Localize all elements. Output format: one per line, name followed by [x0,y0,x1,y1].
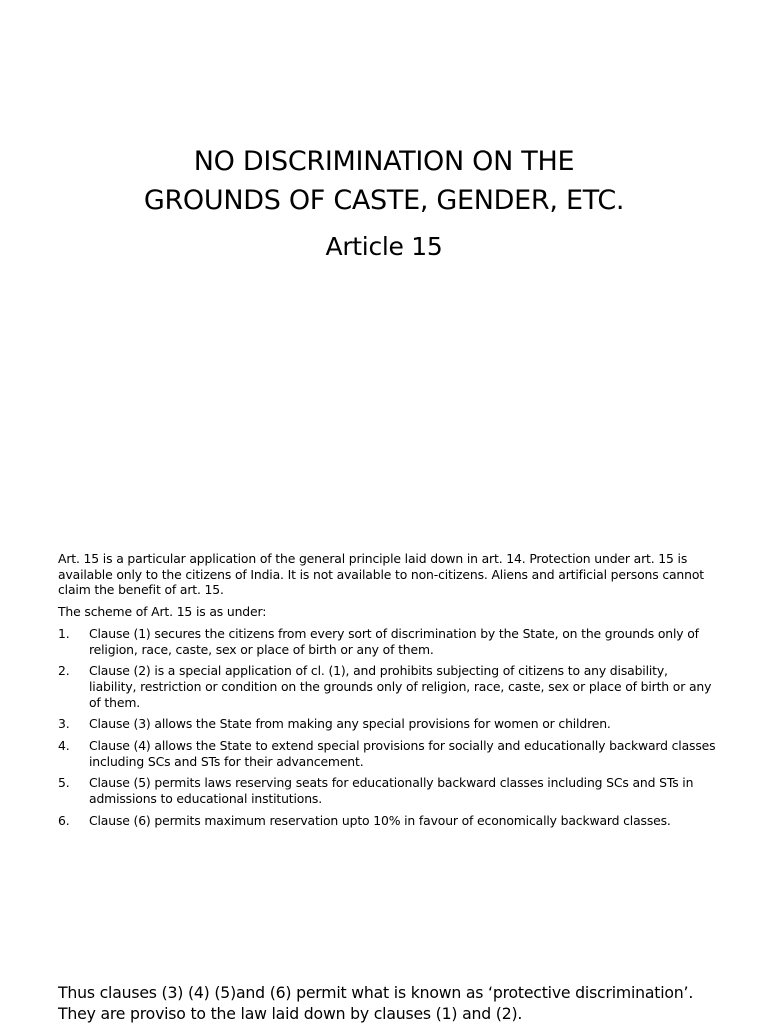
list-item [58,775,718,806]
page-title [0,142,768,220]
body-text [58,551,718,835]
list-item-number: 5. [58,775,70,791]
list-item-number: 3. [58,716,70,732]
list-item-number: 4. [58,738,70,754]
list-item [58,716,718,732]
list-item-text: Clause (6) permits maximum reservation upto 10% in favour of economically backward classes. [89,812,671,828]
list-item [58,738,718,769]
list-item [58,663,718,710]
intro-paragraph: Art. 15 is a particular application of the general principle laid down in art. 14. Protection under art. 15 is available only to the citizens of India. It is not available to non-citizens. Aliens and artificial persons cannot claim the benefit of art. 15. [58,551,704,598]
closing-note-line-2: They are proviso to the law laid down by clauses (1) and (2). [58,1004,523,1023]
page-subtitle: Article 15 [325,232,443,261]
page-title-line-2: GROUNDS OF CASTE, GENDER, ETC. [143,185,625,216]
list-item-number: 6. [58,812,70,828]
closing-note [58,982,758,1024]
list-item-number: 2. [58,663,70,679]
scheme-heading: The scheme of Art. 15 is as under: [58,604,267,620]
list-item-text: Clause (2) is a special application of cl. (1), and prohibits subjecting of citizens to any disability, liability, restriction or condition on the grounds only of religion, race, caste, sex or place of birth or any of them. [89,663,712,710]
clause-list [58,626,718,829]
list-item-text: Clause (5) permits laws reserving seats for educationally backward classes including SCs and STs in admissions to educational institutions. [89,775,694,807]
list-item-text: Clause (4) allows the State to extend special provisions for socially and educationally backward classes including SCs and STs for their advancement. [89,738,716,769]
list-item [58,813,718,829]
list-item-text: Clause (1) secures the citizens from every sort of discrimination by the State, on the grounds only of religion, race, caste, sex or place of birth or any of them. [89,625,699,657]
list-item [58,626,718,657]
page-title-line-1: NO DISCRIMINATION ON THE [193,146,575,177]
closing-note-line-1: Thus clauses (3) (4) (5)and (6) permit what is known as ‘protective discrimination’. [58,983,694,1002]
list-item-text: Clause (3) allows the State from making any special provisions for women or children. [89,716,611,732]
list-item-number: 1. [58,625,70,641]
